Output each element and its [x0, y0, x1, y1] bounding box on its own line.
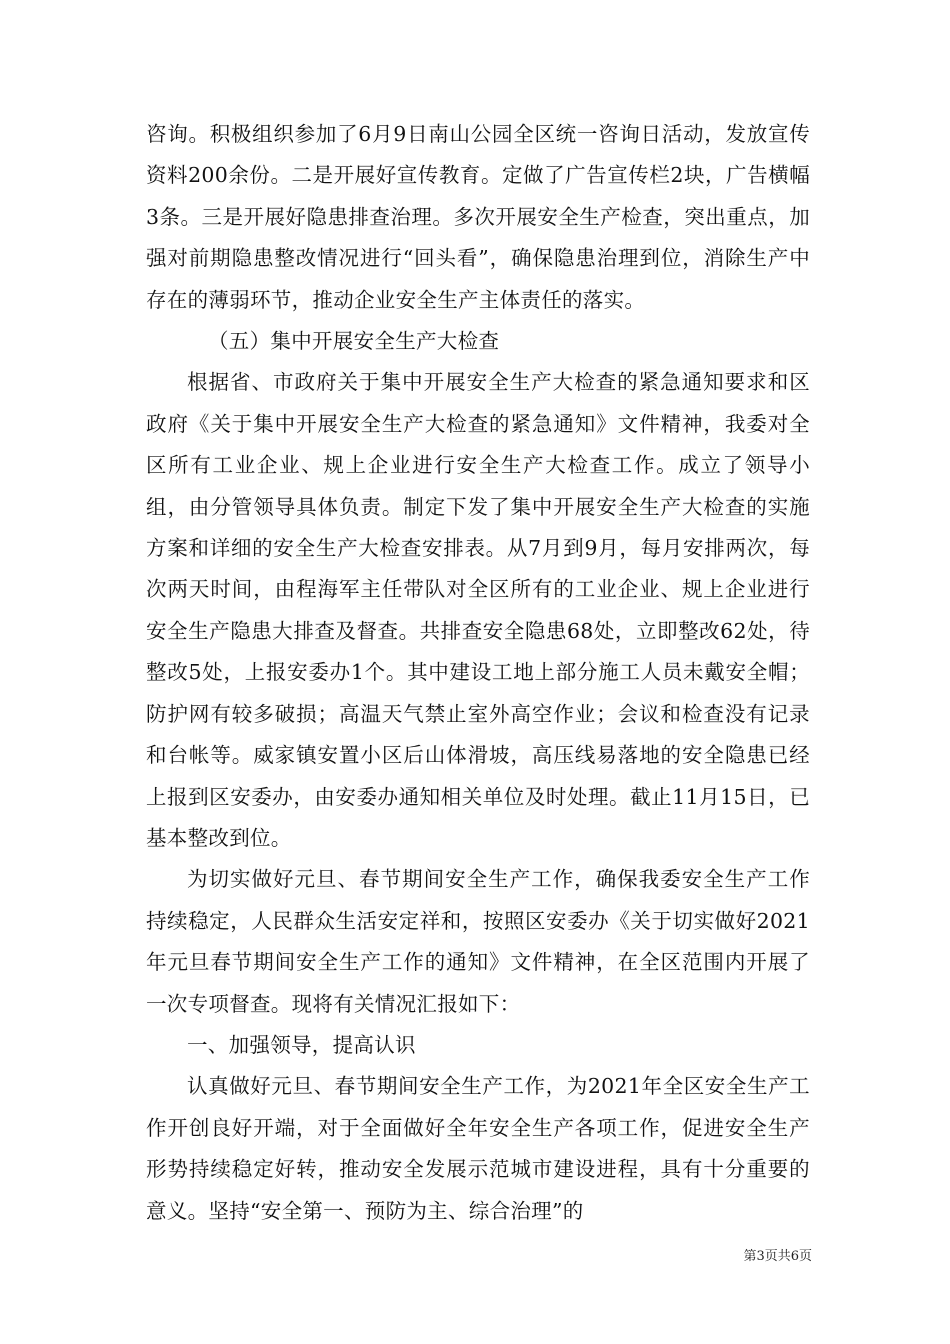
page-number: 第3页共6页	[743, 1249, 812, 1264]
section-heading-five: （五）集中开展安全生产大检查	[208, 329, 500, 354]
section-heading-one: 一、加强领导，提高认识	[187, 1032, 416, 1057]
paragraph-holiday-supervision: 为切实做好元旦、春节期间安全生产工作，确保我委安全生产工作持续稳定，人民群众生活安定祥和，按照区安委办《关于切实做好2021年元旦春节期间安全生产工作的通知》文件精神，在全区范围内开展了一次专项督查。现将有关情况汇报如下：	[146, 867, 810, 1016]
document-body	[146, 114, 810, 1232]
paragraph-publicity-and-inspection: 咨询。积极组织参加了6月9日南山公园全区统一咨询日活动，发放宣传资料200余份。二是开展好宣传教育。定做了广告宣传栏2块，广告横幅3条。三是开展好隐患排查治理。多次开展安全生产检查，突出重点，加强对前期隐患整改情况进行“回头看”，确保隐患治理到位，消除生产中存在的薄弱环节，推动企业安全生产主体责任的落实。	[146, 122, 810, 312]
paragraph-safety-inspection: 根据省、市政府关于集中开展安全生产大检查的紧急通知要求和区政府《关于集中开展安全生产大检查的紧急通知》文件精神，我委对全区所有工业企业、规上企业进行安全生产大检查工作。成立了领导小组，由分管领导具体负责。制定下发了集中开展安全生产大检查的实施方案和详细的安全生产大检查安排表。从7月到9月，每月安排两次，每次两天时间，由程海军主任带队对全区所有的工业企业、规上企业进行安全生产隐患大排查及督查。共排查安全隐患68处，立即整改62处，待整改5处，上报安委办1个。其中建设工地上部分施工人员未戴安全帽；防护网有较多破损；高温天气禁止室外高空作业；会议和检查没有记录和台帐等。威家镇安置小区后山体滑坡，高压线易落地的安全隐患已经上报到区安委办，由安委办通知相关单位及时处理。截止11月15日，已基本整改到位。	[146, 370, 810, 850]
paragraph-importance: 认真做好元旦、春节期间安全生产工作，为2021年全区安全生产工作开创良好开端，对于全面做好全年安全生产各项工作，促进安全生产形势持续稳定好转，推动安全发展示范城市建设进程，具有十分重要的意义。坚持“安全第一、预防为主、综合治理”的	[146, 1074, 810, 1223]
